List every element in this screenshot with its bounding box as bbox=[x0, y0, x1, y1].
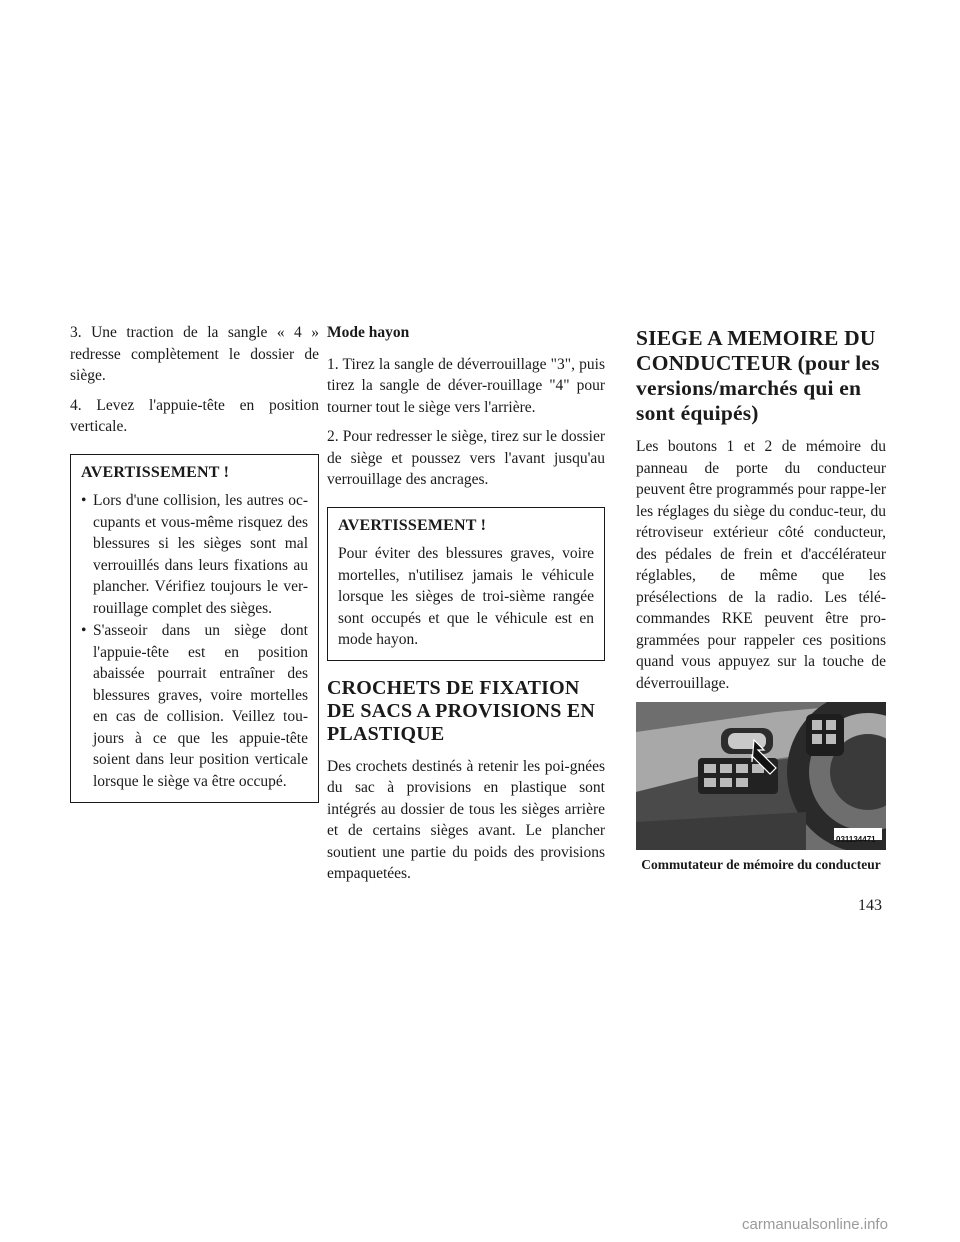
column-2 bbox=[327, 322, 605, 893]
door-panel-illustration bbox=[636, 702, 886, 850]
warning-box-1 bbox=[70, 454, 319, 804]
page-number: 143 bbox=[858, 897, 882, 914]
watermark: carmanualsonline.info bbox=[742, 1216, 888, 1233]
section-heading-siege-memoire: SIEGE A MEMOIRE DU CONDUCTEUR (pour les versions/marchés qui en sont équipés) bbox=[636, 326, 880, 425]
hayon-step-2: 2. Pour redresser le siège, tirez sur le dossier de siège et poussez vers l'avant jusqu'au verrouillage des ancrages. bbox=[327, 428, 605, 488]
warning-title: AVERTISSEMENT ! bbox=[338, 516, 487, 534]
siege-memoire-text: Les boutons 1 et 2 de mémoire du panneau de porte du conducteur peuvent être programmés pour rappe-ler les réglages du siège du conduc-teur, du rétroviseur extérieur côté conducteur, des pédales de frein et d'accélérateur réglables, de même que les présélections de la radio. Les télé-commandes RKE peuvent être pro-grammées pour rappeler ces positions quand vous appuyez sur la touche de déverrouillage. bbox=[636, 438, 886, 692]
figure-caption: Commutateur de mémoire du conducteur bbox=[641, 857, 881, 872]
crochets-text: Des crochets destinés à retenir les poi-gnées du sac à provisions en plastique sont intégrés au dossier de tous les sièges arrière et de certains sièges avant. Le plancher soutient une partie du poids des provisions empaquetées. bbox=[327, 757, 605, 882]
step-4-text: 4. Levez l'appuie-tête en position verticale. bbox=[70, 396, 319, 435]
warning-title: AVERTISSEMENT ! bbox=[81, 463, 230, 481]
hayon-step-1: 1. Tirez la sangle de déverrouillage "3", puis tirez la sangle de déver-rouillage "4" pour tourner tout le siège vers l'arrière. bbox=[327, 355, 605, 416]
section-heading-crochets: CROCHETS DE FIXATION DE SACS A PROVISIONS EN PLASTIQUE bbox=[327, 676, 596, 745]
warning-box-2 bbox=[327, 507, 605, 661]
warning-text: Pour éviter des blessures graves, voire mortelles, n'utilisez jamais le véhicule lorsque les sièges de troi-sième rangée sont occupés et que le véhicule est en mode hayon. bbox=[338, 545, 594, 648]
memory-switch-photo bbox=[636, 702, 886, 850]
column-1 bbox=[70, 322, 319, 803]
warning-item: • S'asseoir dans un siège dont l'appuie-tête est en position abaissée pourrait entraîner des blessures graves, voire mortelles en cas de collision. Veillez tou-jours à ce que les appuie-tête soient dans leur position verticale lorsque le siège va être occupé. bbox=[81, 620, 308, 792]
warning-list bbox=[81, 490, 308, 792]
warning-item: • Lors d'une collision, les autres oc-cupants et vous-même risquez des blessures si les sièges sont mal verrouillés dans leurs fixations au plancher. Vérifiez toujours le ver-rouillage complet des sièges. bbox=[81, 490, 308, 619]
figure-code: 031134471 bbox=[836, 835, 876, 844]
step-3-text: 3. Une traction de la sangle « 4 » redresse complètement le dossier de siège. bbox=[70, 324, 319, 384]
subheading-mode-hayon: Mode hayon bbox=[327, 324, 410, 341]
column-3 bbox=[636, 326, 886, 873]
